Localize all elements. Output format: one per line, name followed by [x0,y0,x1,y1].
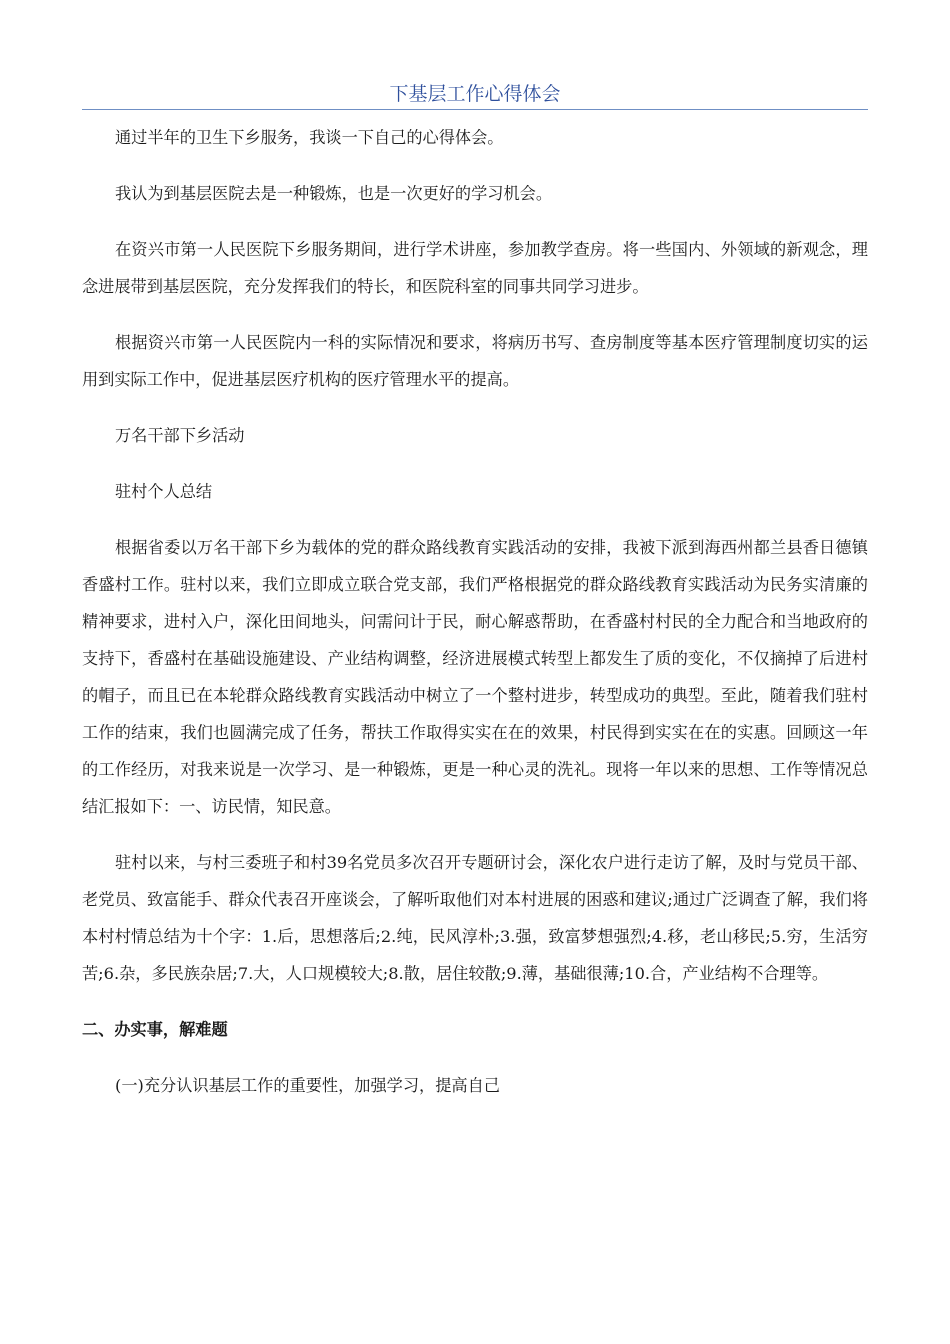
paragraph-summary-title: 驻村个人总结 [115,482,213,501]
paragraph-opinion: 我认为到基层医院去是一种锻炼，也是一次更好的学习机会。 [115,184,553,203]
subsection-heading: (一)充分认识基层工作的重要性，加强学习，提高自己 [115,1076,500,1095]
section-heading: 二、办实事，解难题 [82,1020,228,1039]
page-title: 下基层工作心得体会 [389,83,561,105]
paragraph-village-work: 根据省委以万名干部下乡为载体的党的群众路线教育实践活动的安排，我被下派到海西州都兰县香日德镇香盛村工作。驻村以来，我们立即成立联合党支部，我们严格根据党的群众路线教育实践活动为民务实清廉的精神要求，进村入户，深化田间地头，问需问计于民，耐心解惑帮助，在香盛村村民的全力配合和当地政府的支持下，香盛村在基础设施建设、产业结构调整，经济进展模式转型上都发生了质的变化，不仅摘掉了后进村的帽子，而且已在本轮群众路线教育实践活动中树立了一个整村进步，转型成功的典型。至此，随着我们驻村工作的结束，我们也圆满完成了任务，帮扶工作取得实实在在的效果，村民得到实实在在的实惠。回顾这一年的工作经历，对我来说是一次学习、是一种锻炼，更是一种心灵的洗礼。现将一年以来的思想、工作等情况总结汇报如下：一、访民情，知民意。 [82,538,868,816]
paragraph-village-survey: 驻村以来，与村三委班子和村39名党员多次召开专题研讨会，深化农户进行走访了解，及时与党员干部、老党员、致富能手、群众代表召开座谈会，了解听取他们对本村进展的困惑和建议;通过广泛调查了解，我们将本村村情总结为十个字：1.后，思想落后;2.纯，民风淳朴;3.强，致富梦想强烈;4.移，老山移民;5.穷，生活穷苦;6.杂，多民族杂居;7.大，人口规模较大;8.散，居住较散;9.薄，基础很薄;10.合，产业结构不合理等。 [82,853,868,983]
paragraph-management: 根据资兴市第一人民医院内一科的实际情况和要求，将病历书写、查房制度等基本医疗管理制度切实的运用到实际工作中，促进基层医疗机构的医疗管理水平的提高。 [82,333,868,389]
title-underline [82,109,868,110]
paragraph-service-period: 在资兴市第一人民医院下乡服务期间，进行学术讲座，参加教学查房。将一些国内、外领域的新观念，理念进展带到基层医院，充分发挥我们的特长，和医院科室的同事共同学习进步。 [82,240,868,296]
paragraph-intro: 通过半年的卫生下乡服务，我谈一下自己的心得体会。 [115,128,504,147]
document-body [82,119,868,1123]
paragraph-activity-title: 万名干部下乡活动 [115,426,245,445]
